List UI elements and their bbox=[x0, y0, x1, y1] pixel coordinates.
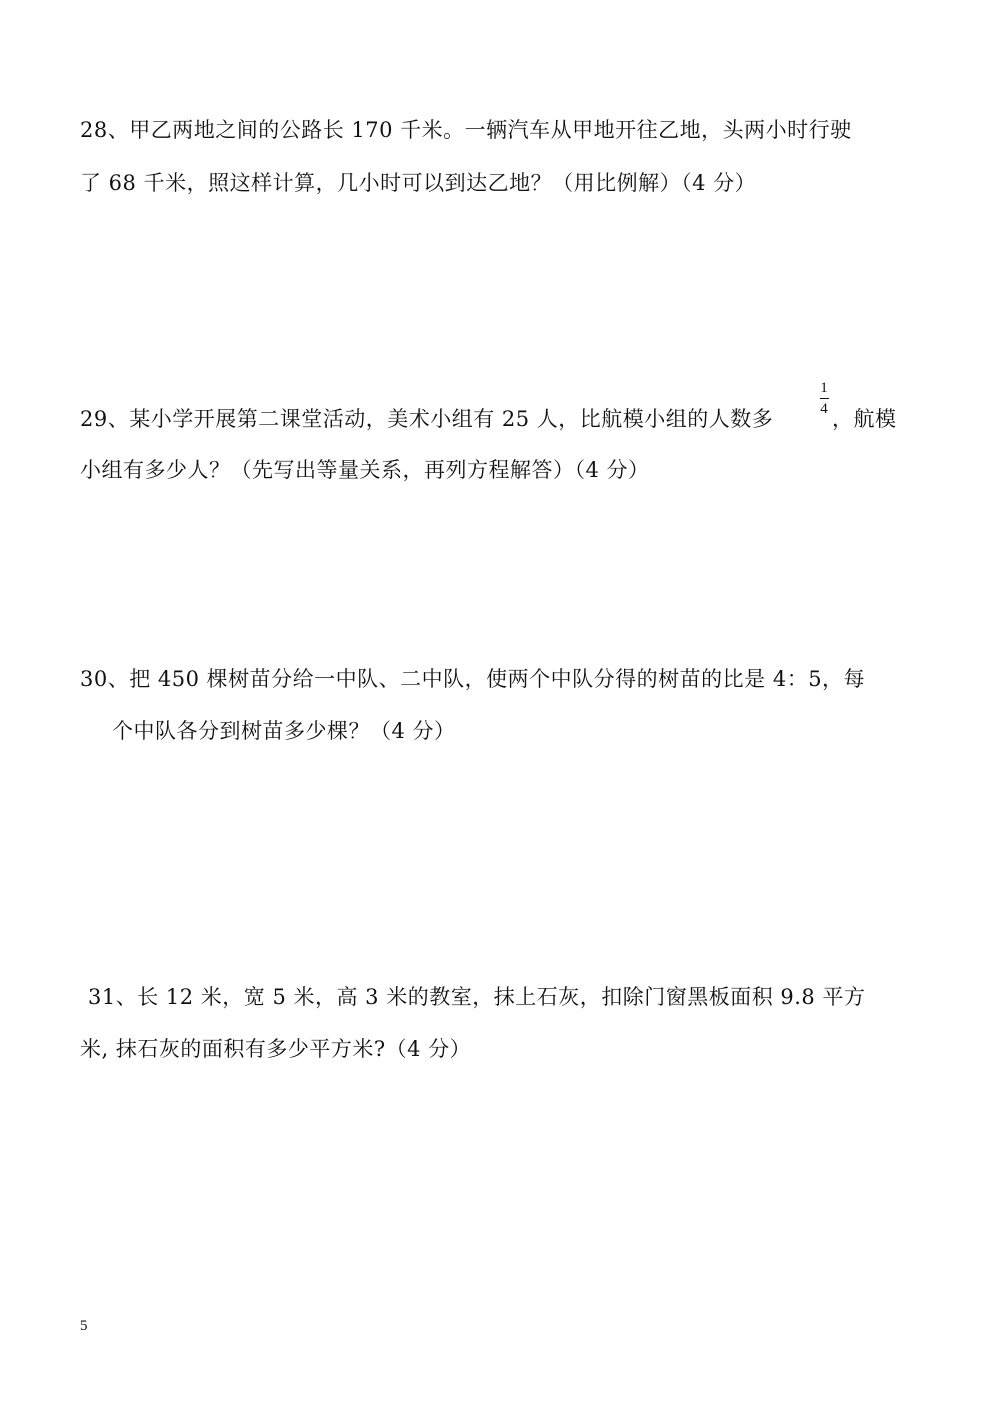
question-31-line-2: 米, 抹石灰的面积有多少平方米?（4 分） bbox=[80, 1037, 472, 1061]
question-31-line-1: 31、长 12 米，宽 5 米，高 3 米的教室，抹上石灰，扣除门窗黑板面积 9.8 平方 bbox=[88, 985, 866, 1009]
fraction-bar bbox=[820, 398, 829, 399]
question-30-line-1: 30、把 450 棵树苗分给一中队、二中队，使两个中队分得的树苗的比是 4：5，每 bbox=[80, 667, 866, 691]
question-28-line-2: 了 68 千米，照这样计算，几小时可以到达乙地？（用比例解）（4 分） bbox=[80, 171, 757, 195]
question-29-line-2: 小组有多少人？（先写出等量关系，再列方程解答）（4 分） bbox=[80, 458, 650, 482]
question-29-line-1-start: 29、某小学开展第二课堂活动，美术小组有 25 人，比航模小组的人数多 bbox=[80, 407, 774, 431]
question-28-line-1: 28、甲乙两地之间的公路长 170 千米。一辆汽车从甲地开往乙地，头两小时行驶 bbox=[80, 118, 852, 142]
fraction-numerator: 1 bbox=[820, 380, 828, 396]
fraction-denominator: 4 bbox=[820, 401, 828, 417]
question-30-line-2: 个中队各分到树苗多少棵？（4 分） bbox=[112, 719, 456, 743]
question-29-line-1-end: ，航模 bbox=[832, 407, 897, 431]
page-number: 5 bbox=[80, 1318, 88, 1334]
